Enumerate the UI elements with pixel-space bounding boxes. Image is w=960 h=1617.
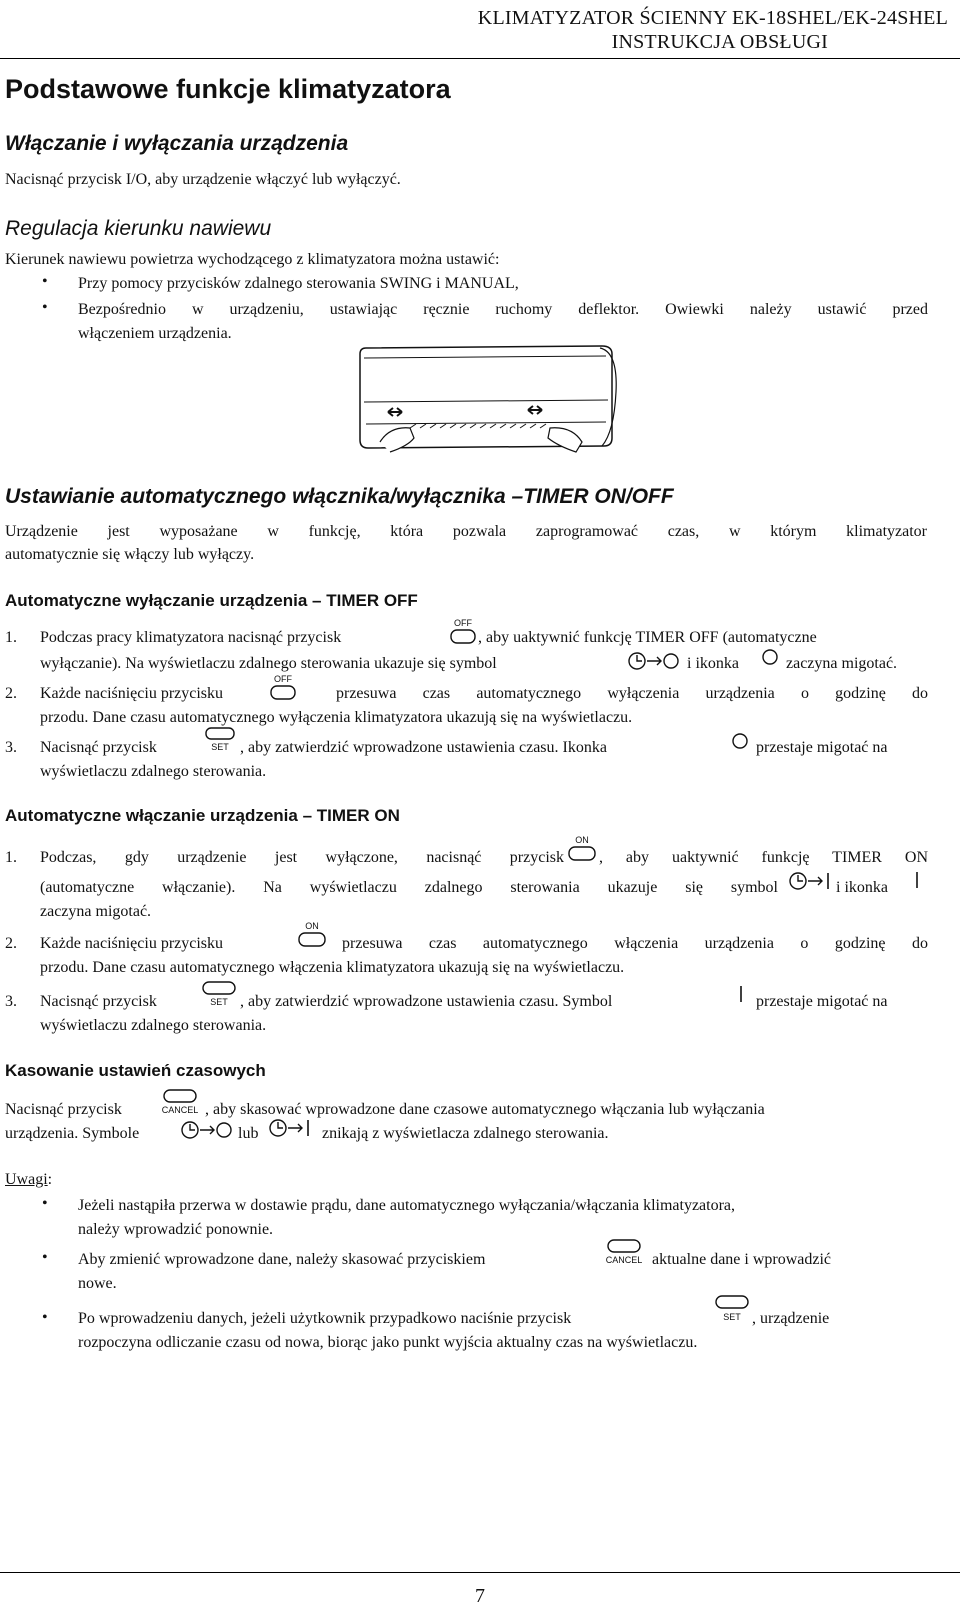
note3-text: rozpoczyna odliczanie czasu od nowa, biorąc jako punkt wyjścia aktualny czas na wyświetlaczu.: [78, 1334, 698, 1351]
clock-arrow-circle-icon: [627, 651, 683, 673]
airflow-intro: Kierunek nawiewu powietrza wychodzącego z klimatyzatora można ustawić:: [5, 251, 500, 268]
note3-text: Po wprowadzeniu danych, jeżeli użytkownik przypadkowo naciśnie przycisk: [78, 1310, 572, 1327]
header-line2: INSTRUKCJA OBSŁUGI: [611, 31, 828, 53]
notes-label: [5, 1168, 52, 1192]
timer-on-step1-text: Podczas, gdy urządzenie jest wyłączone, nacisnąć przycisk: [40, 849, 564, 866]
timer-off-step1-text: Podczas pracy klimatyzatora nacisnąć przycisk: [40, 629, 342, 646]
notes-label-colon: :: [47, 1171, 53, 1188]
on-button-label: ON: [575, 835, 589, 845]
note2-text: nowe.: [78, 1275, 117, 1292]
off-button-label: OFF: [274, 674, 292, 684]
step-number: 1.: [5, 629, 17, 646]
on-button-label: ON: [305, 921, 319, 931]
timer-heading: Ustawianie automatycznego włącznika/wyłącznika –TIMER ON/OFF: [5, 485, 674, 508]
step-number: 3.: [5, 739, 17, 756]
timer-off-step3-text: , aby zatwierdzić wprowadzone ustawienia czasu. Ikonka: [240, 739, 607, 756]
timer-off-step1-text: , aby uaktywnić funkcję TIMER OFF (automatyczne: [478, 629, 817, 646]
timer-off-step2-text: Każde naciśnięciu przycisku: [40, 685, 224, 702]
airflow-bullet2-line2: włączeniem urządzenia.: [78, 325, 232, 342]
set-button-icon: [203, 726, 237, 754]
timer-on-step1-text: , aby uaktywnić funkcję TIMER ON: [599, 849, 928, 866]
timer-intro-line2: automatycznie się włączy lub wyłączy.: [5, 546, 255, 563]
note2-text: Aby zmienić wprowadzone dane, należy skasować przyciskiem: [78, 1251, 486, 1268]
timer-on-step3-text: wyświetlaczu zdalnego sterowania.: [40, 1017, 267, 1034]
timer-off-step1-text: zaczyna migotać.: [786, 655, 898, 672]
note1-text: Jeżeli nastąpiła przerwa w dostawie prądu, dane automatycznego wyłączania/włączania klimatyzatora,: [78, 1197, 736, 1214]
set-button-label: SET: [211, 742, 229, 752]
timer-off-step2-text: przodu. Dane czasu automatycznego wyłączenia klimatyzatora ukazują się na wyświetlaczu.: [40, 709, 633, 726]
timer-on-heading: Automatyczne włączanie urządzenia – TIMER ON: [5, 806, 400, 825]
step-number: 1.: [5, 849, 17, 866]
set-button-label: SET: [723, 1312, 741, 1322]
off-button-icon: [268, 674, 298, 702]
step-number: 3.: [5, 993, 17, 1010]
airflow-bullet1: Przy pomocy przycisków zdalnego sterowania SWING i MANUAL,: [78, 275, 519, 292]
clock-arrow-bar-icon: [268, 1118, 316, 1140]
timer-on-step1-text: zaczyna migotać.: [40, 903, 152, 920]
cancel-text: Nacisnąć przycisk: [5, 1101, 122, 1118]
timer-on-step1-text: (automatyczne włączanie). Na wyświetlaczu zdalnego sterowania ukazuje się symbol: [40, 879, 778, 896]
bullet-dot: •: [42, 1195, 48, 1212]
cancel-button-label: CANCEL: [605, 1255, 643, 1265]
timer-off-step1-text: i ikonka: [687, 655, 739, 672]
timer-off-step3-text: Nacisnąć przycisk: [40, 739, 157, 756]
bullet-dot: •: [42, 1249, 48, 1266]
bullet-dot: •: [42, 1309, 48, 1326]
power-text: Nacisnąć przycisk I/O, aby urządzenie włączyć lub wyłączyć.: [5, 171, 401, 188]
timer-on-step2-text: przodu. Dane czasu automatycznego włączenia klimatyzatora ukazują się na wyświetlaczu.: [40, 959, 625, 976]
cancel-heading: Kasowanie ustawień czasowych: [5, 1061, 266, 1080]
airflow-bullet2-line1: Bezpośrednio w urządzeniu, ustawiając ręcznie ruchomy deflektor. Owiewki należy ustawić przed: [78, 301, 928, 318]
cancel-text: znikają z wyświetlacza zdalnego sterowania.: [322, 1125, 609, 1142]
bar-icon: [736, 984, 746, 1004]
set-button-icon: [712, 1294, 752, 1326]
bullet-dot: •: [42, 299, 48, 316]
on-button-icon: [566, 834, 598, 864]
power-heading: Włączanie i wyłączania urządzenia: [5, 132, 349, 155]
step-number: 2.: [5, 935, 17, 952]
cancel-text: , aby skasować wprowadzone dane czasowe automatycznego włączania lub wyłączania: [205, 1101, 765, 1118]
bullet-dot: •: [42, 273, 48, 290]
off-button-label: OFF: [454, 618, 472, 628]
header-rule: [0, 58, 960, 59]
airflow-heading: Regulacja kierunku nawiewu: [5, 217, 272, 240]
note3-text: , urządzenie: [752, 1310, 830, 1327]
air-conditioner-illustration: [350, 342, 620, 462]
timer-on-step3-text: , aby zatwierdzić wprowadzone ustawienia czasu. Symbol: [240, 993, 613, 1010]
cancel-text: lub: [238, 1125, 259, 1142]
bar-icon: [912, 870, 922, 890]
timer-off-step3-text: wyświetlaczu zdalnego sterowania.: [40, 763, 267, 780]
timer-off-step1-text: wyłączanie). Na wyświetlaczu zdalnego sterowania ukazuje się symbol: [40, 655, 497, 672]
header-line1: KLIMATYZATOR ŚCIENNY EK-18SHEL/EK-24SHEL: [477, 7, 948, 29]
note1-text: należy wprowadzić ponownie.: [78, 1221, 274, 1238]
cancel-text: urządzenia. Symbole: [5, 1125, 140, 1142]
timer-on-step1-text: i ikonka: [836, 879, 888, 896]
cancel-button-icon: [600, 1238, 648, 1268]
page-title: Podstawowe funkcje klimatyzatora: [5, 74, 451, 104]
timer-on-step2-text: przesuwa czas automatycznego włączenia urządzenia o godzinę do: [342, 935, 928, 952]
timer-on-step3-text: przestaje migotać na: [756, 993, 888, 1010]
clock-arrow-circle-icon: [180, 1120, 236, 1142]
set-button-icon: [199, 980, 239, 1010]
page-header: [478, 6, 948, 54]
timer-off-heading: Automatyczne wyłączanie urządzenia – TIMER OFF: [5, 591, 418, 610]
footer-rule: [0, 1572, 960, 1573]
timer-intro-line1: Urządzenie jest wyposażane w funkcję, która pozwala zaprogramować czas, w którym klimatyzator: [5, 523, 927, 540]
off-button-icon: [449, 618, 477, 646]
page-number: 7: [475, 1585, 485, 1607]
timer-on-step2-text: Każde naciśnięciu przycisku: [40, 935, 224, 952]
timer-on-step3-text: Nacisnąć przycisk: [40, 993, 157, 1010]
on-button-icon: [296, 920, 328, 950]
timer-off-step2-text: przesuwa czas automatycznego wyłączenia urządzenia o godzinę do: [336, 685, 928, 702]
clock-arrow-bar-icon: [788, 871, 836, 893]
note2-text: aktualne dane i wprowadzić: [652, 1251, 832, 1268]
circle-icon: [730, 732, 750, 750]
circle-icon: [760, 648, 780, 666]
timer-off-step3-text: przestaje migotać na: [756, 739, 888, 756]
cancel-button-icon: [156, 1088, 204, 1118]
cancel-button-label: CANCEL: [161, 1105, 199, 1115]
step-number: 2.: [5, 685, 17, 702]
set-button-label: SET: [210, 997, 228, 1007]
notes-label-text: Uwagi: [5, 1171, 48, 1188]
